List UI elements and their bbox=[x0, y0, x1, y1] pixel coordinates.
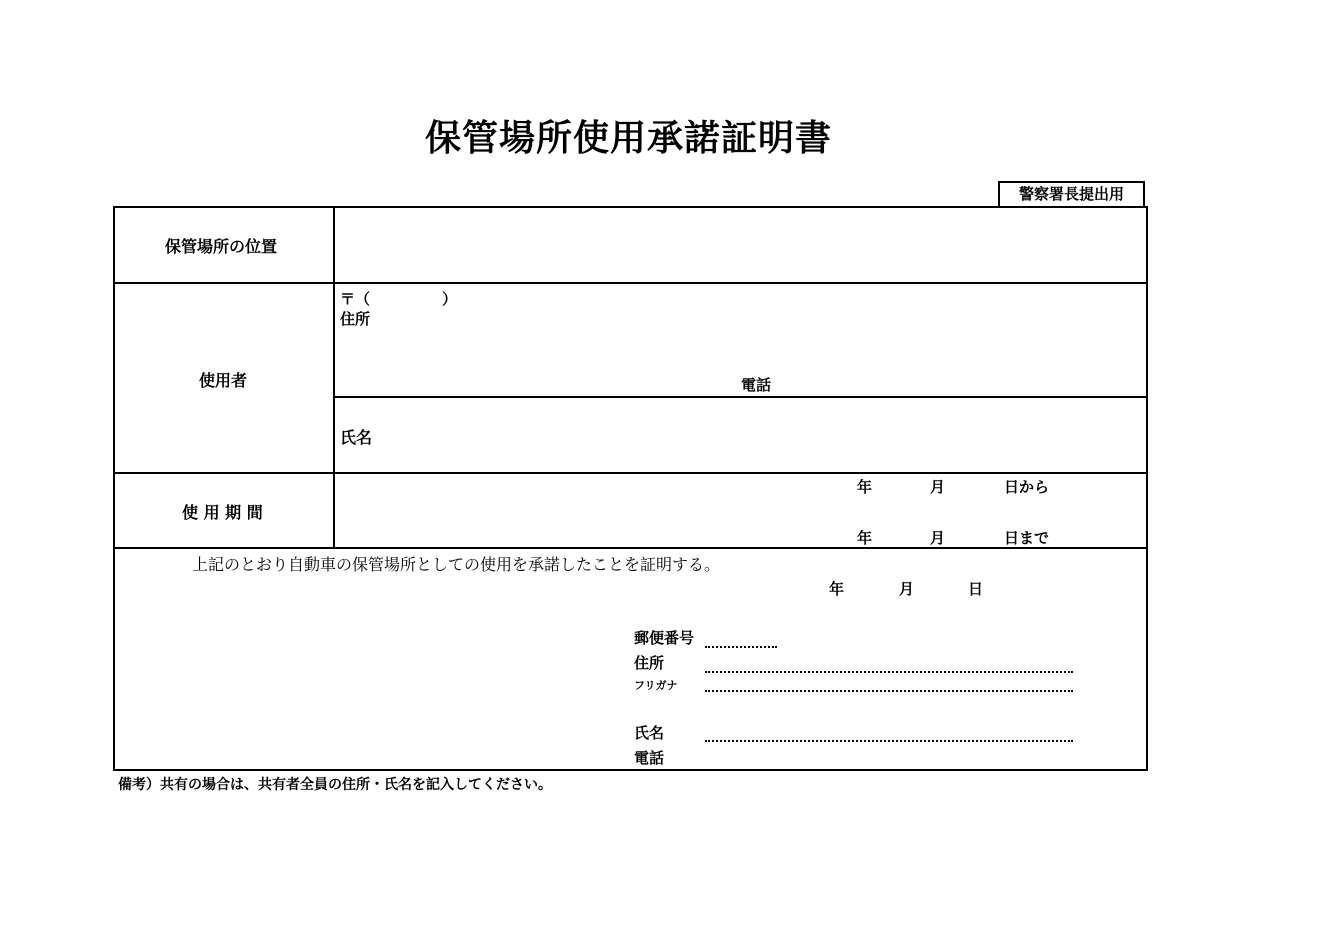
certification-date-day: 日 bbox=[968, 580, 984, 598]
row-divider-period bbox=[113, 547, 1148, 549]
postal-mark: 〒（ bbox=[340, 290, 371, 308]
postal-code-label: 郵便番号 bbox=[634, 629, 695, 647]
postal-code-line[interactable] bbox=[705, 646, 777, 648]
owner-name-line[interactable] bbox=[705, 740, 1073, 742]
owner-address-line[interactable] bbox=[705, 671, 1073, 673]
certification-statement: 上記のとおり自動車の保管場所としての使用を承諾したことを証明する。 bbox=[192, 555, 721, 574]
user-label: 使用者 bbox=[199, 371, 248, 390]
period-to-month: 月 bbox=[930, 529, 946, 547]
location-label: 保管場所の位置 bbox=[165, 237, 278, 256]
furigana-line[interactable] bbox=[705, 690, 1073, 692]
period-from-year: 年 bbox=[857, 478, 873, 496]
user-name-label: 氏名 bbox=[340, 428, 373, 447]
furigana-label: フリガナ bbox=[634, 679, 678, 692]
certification-date-year: 年 bbox=[829, 580, 845, 598]
row-divider-location bbox=[113, 282, 1148, 284]
period-from-day: 日から bbox=[1004, 478, 1050, 496]
table-right-border bbox=[1146, 206, 1148, 771]
period-to-year: 年 bbox=[857, 529, 873, 547]
remarks-note: 備考）共有の場合は、共有者全員の住所・氏名を記入してください。 bbox=[118, 777, 552, 793]
postal-close: ） bbox=[442, 290, 458, 308]
table-bottom-border bbox=[113, 769, 1148, 771]
table-top-border bbox=[113, 206, 1148, 208]
submission-label-box: 警察署長提出用 bbox=[998, 181, 1145, 206]
row-divider-user bbox=[113, 472, 1148, 474]
owner-name-label: 氏名 bbox=[634, 724, 665, 742]
owner-address-label: 住所 bbox=[634, 654, 665, 672]
document-title: 保管場所使用承諾証明書 bbox=[425, 118, 833, 159]
period-from-month: 月 bbox=[930, 478, 946, 496]
row-divider-user-inner bbox=[333, 396, 1148, 398]
certification-date-month: 月 bbox=[899, 580, 915, 598]
location-field[interactable] bbox=[337, 210, 1144, 280]
period-to-day: 日まで bbox=[1004, 529, 1050, 547]
owner-phone-label: 電話 bbox=[634, 749, 665, 767]
user-address-label: 住所 bbox=[340, 310, 371, 328]
period-label: 使 用 期 間 bbox=[182, 503, 263, 522]
label-column-divider bbox=[333, 206, 335, 549]
table-left-border bbox=[113, 206, 115, 771]
user-phone-label: 電話 bbox=[741, 376, 772, 394]
